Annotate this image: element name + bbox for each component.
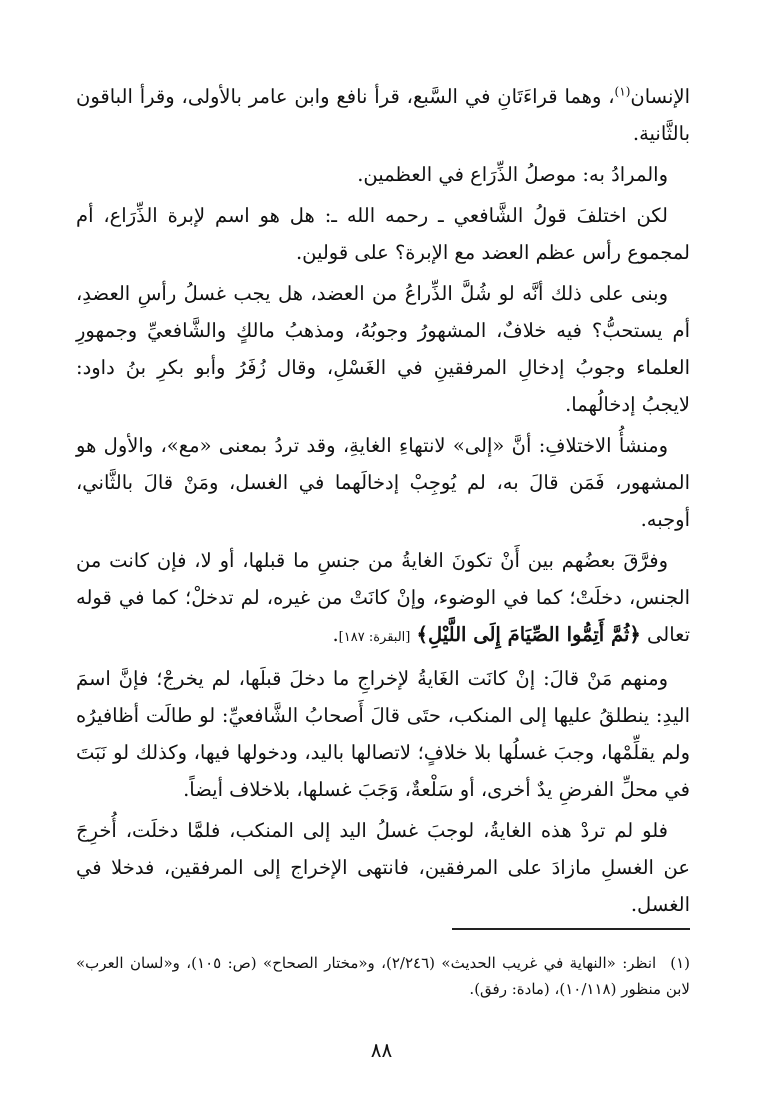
paragraph-text: وفرَّقَ بعضُهم بين أَنْ تكونَ الغايةُ من جنسِ ما قبلها، أو لا، فإن كانت من الجنس، دخلَتْ؛ كما في الوضوء، وإنْ كانَتْ من غيره، لم تدخلْ؛ كما في قوله تعالى bbox=[76, 549, 690, 646]
paragraph-text: الإنسان bbox=[630, 85, 690, 108]
paragraph-8: فلو لم تردْ هذه الغايةُ، لوجبَ غسلُ اليد إلى المنكب، فلمَّا دخلَت، أُخرِجَ عن الغسلِ مازادَ على المرفقين، فانتهى الإخراج إلى المرفقين، فدخلا في الغسل. bbox=[76, 819, 690, 916]
paragraph-3: لكن اختلفَ قولُ الشَّافعي ـ رحمه الله ـ: هل هو اسم لإبرة الذِّرَاع، أم لمجموع رأس عظم العضد مع الإبرة؟ على قولين. bbox=[76, 204, 690, 264]
main-text bbox=[76, 78, 690, 927]
paragraph-text: . bbox=[332, 623, 339, 646]
page-number: ٨٨ bbox=[370, 1038, 393, 1062]
footnote-text: انظر: «النهاية في غريب الحديث» (٢/٢٤٦)، و«مختار الصحاح» (ص: ١٠٥)، و«لسان العرب» لابن منظور (١٠/١١٨)، (مادة: رفق). bbox=[76, 954, 690, 998]
footnote-reference[interactable]: (١) bbox=[614, 84, 631, 99]
verse-reference: [البقرة: ١٨٧] bbox=[338, 630, 411, 645]
paragraph-5: ومنشأُ الاختلافِ: أنَّ «إلى» لانتهاءِ الغايةِ، وقد تردُ بمعنى «مع»، والأول هو المشهور، فَمَن قالَ به، لم يُوجِبْ إدخالَهما في الغسل، ومَنْ قالَ بالثَّاني، أوجبه. bbox=[76, 434, 690, 531]
paragraph-6 bbox=[76, 542, 690, 656]
paragraph-7: ومنهم مَنْ قالَ: إنْ كانَت الغَايةُ لإخراجِ ما دخلَ قبلَها، لم يخرجْ؛ فإنَّ اسمَ اليدِ: ينطلقُ عليها إلى المنكب، حتَى قالَ أَصحابُ الشَّافعيِّ: لو طالَت أظافيرُه ولم يقلِّمْها، وجبَ غسلُها بلا خلافٍ؛ لاتصالها باليد، ودخولها فيها، وكذلك لو نَبَتَ في محلِّ الفرضِ يدٌ أخرى، أو سَلْعةٌ، وَجَبَ غسلها، بلاخلاف أيضاً. bbox=[76, 667, 690, 801]
footnote-divider bbox=[452, 928, 690, 930]
paragraph-text: ، وهما قراءَتَانِ في السَّبع، قرأ نافع وابن عامر بالأولى، وقرأ الباقون بالثَّانية. bbox=[76, 85, 690, 145]
footnote bbox=[76, 950, 690, 1002]
paragraph-4: وبنى على ذلك أنَّه لو شُلَّ الذِّراعُ من العضد، هل يجب غسلُ رأسِ العضدِ، أم يستحبُّ؟ فيه خلافٌ، المشهورُ وجوبُهُ، ومذهبُ مالكٍ والشَّافعيِّ وجمهورِ العلماء وجوبُ إدخالِ المرفقينِ في الغَسْلِ، وقال زُفَرُ وأبو بكرِ بنُ داود: لايجبُ إدخالُهما. bbox=[76, 282, 690, 416]
paragraph-1 bbox=[76, 78, 690, 152]
paragraph-2: والمرادُ به: موصلُ الذِّرَاع في العظمين. bbox=[357, 163, 668, 186]
footnote-number: (١) bbox=[670, 954, 690, 972]
quran-verse: ﴿ثُمَّ أَتِمُّوا الصِّيَامَ إِلَى اللَّيْلِ﴾ bbox=[416, 623, 641, 646]
